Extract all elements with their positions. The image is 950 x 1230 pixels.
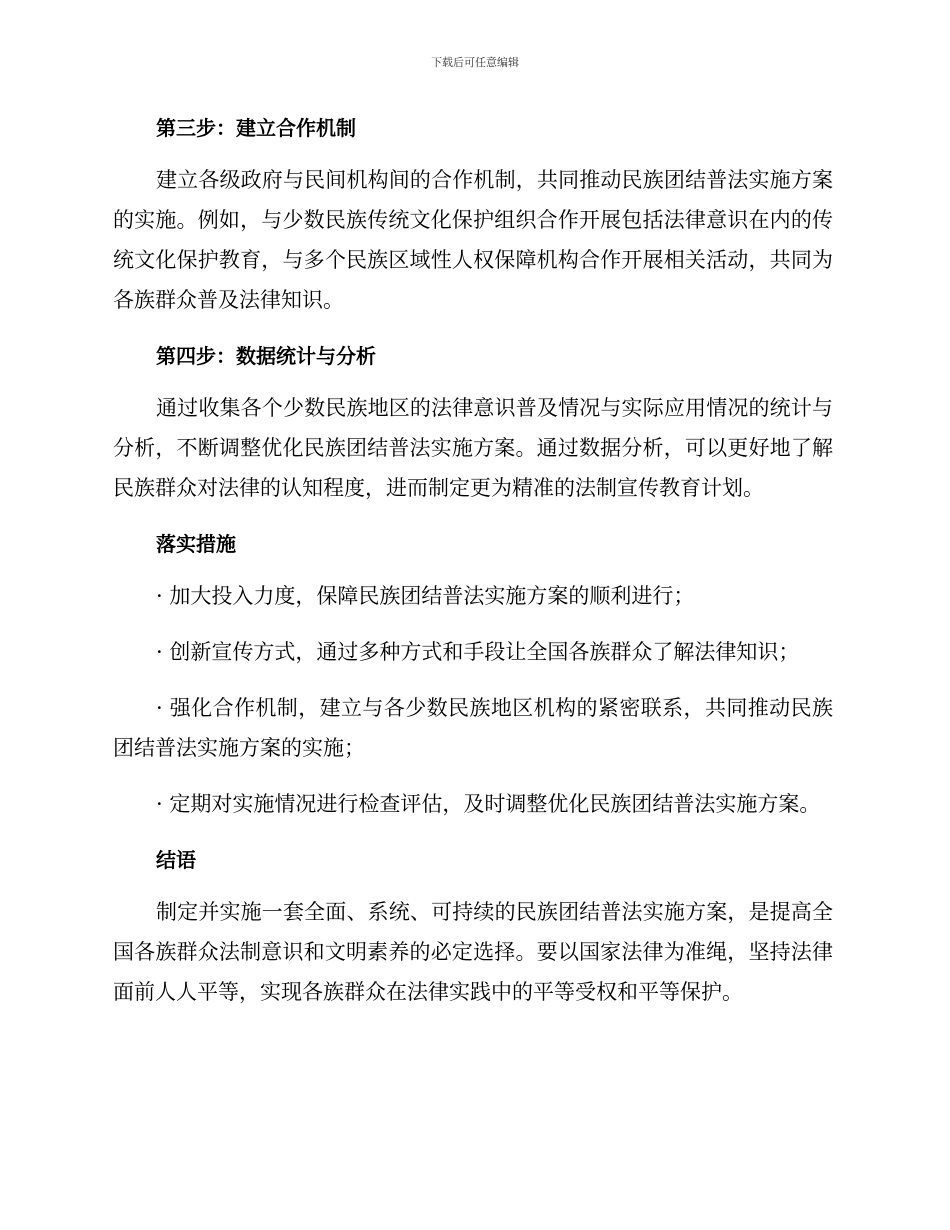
list-item: · 定期对实施情况进行检查评估，及时调整优化民族团结普法实施方案。 xyxy=(156,792,821,816)
section-heading-measures: 落实措施 xyxy=(156,532,236,556)
section-paragraph-conclusion: 制定并实施一套全面、系统、可持续的民族团结普法实施方案，是提高全国各族群众法制意识和文明素养的必定选择。要以国家法律为准绳，坚持法律面前人人平等，实现各族群众在法律实践中的平等受权和平等保护。 xyxy=(113,900,833,1004)
section-paragraph-step-four: 通过收集各个少数民族地区的法律意识普及情况与实际应用情况的统计与分析，不断调整优化民族团结普法实施方案。通过数据分析，可以更好地了解民族群众对法律的认知程度，进而制定更为精准的法制宣传教育计划。 xyxy=(113,396,833,500)
section-heading-step-three: 第三步：建立合作机制 xyxy=(156,116,356,140)
document-body xyxy=(113,108,833,1024)
section-heading-conclusion: 结语 xyxy=(156,848,196,872)
list-item: · 强化合作机制，建立与各少数民族地区机构的紧密联系，共同推动民族团结普法实施方案的实施； xyxy=(113,696,833,760)
section-paragraph-step-three: 建立各级政府与民间机构间的合作机制，共同推动民族团结普法实施方案的实施。例如，与少数民族传统文化保护组织合作开展包括法律意识在内的传统文化保护教育，与多个民族区域性人权保障机构合作开展相关活动，共同为各族群众普及法律知识。 xyxy=(113,168,833,312)
section-heading-step-four: 第四步：数据统计与分析 xyxy=(156,344,376,368)
list-item: · 创新宣传方式，通过多种方式和手段让全国各族群众了解法律知识； xyxy=(156,640,800,664)
list-item: · 加大投入力度，保障民族团结普法实施方案的顺利进行； xyxy=(156,584,695,608)
header-note: 下载后可任意编辑 xyxy=(431,56,519,69)
